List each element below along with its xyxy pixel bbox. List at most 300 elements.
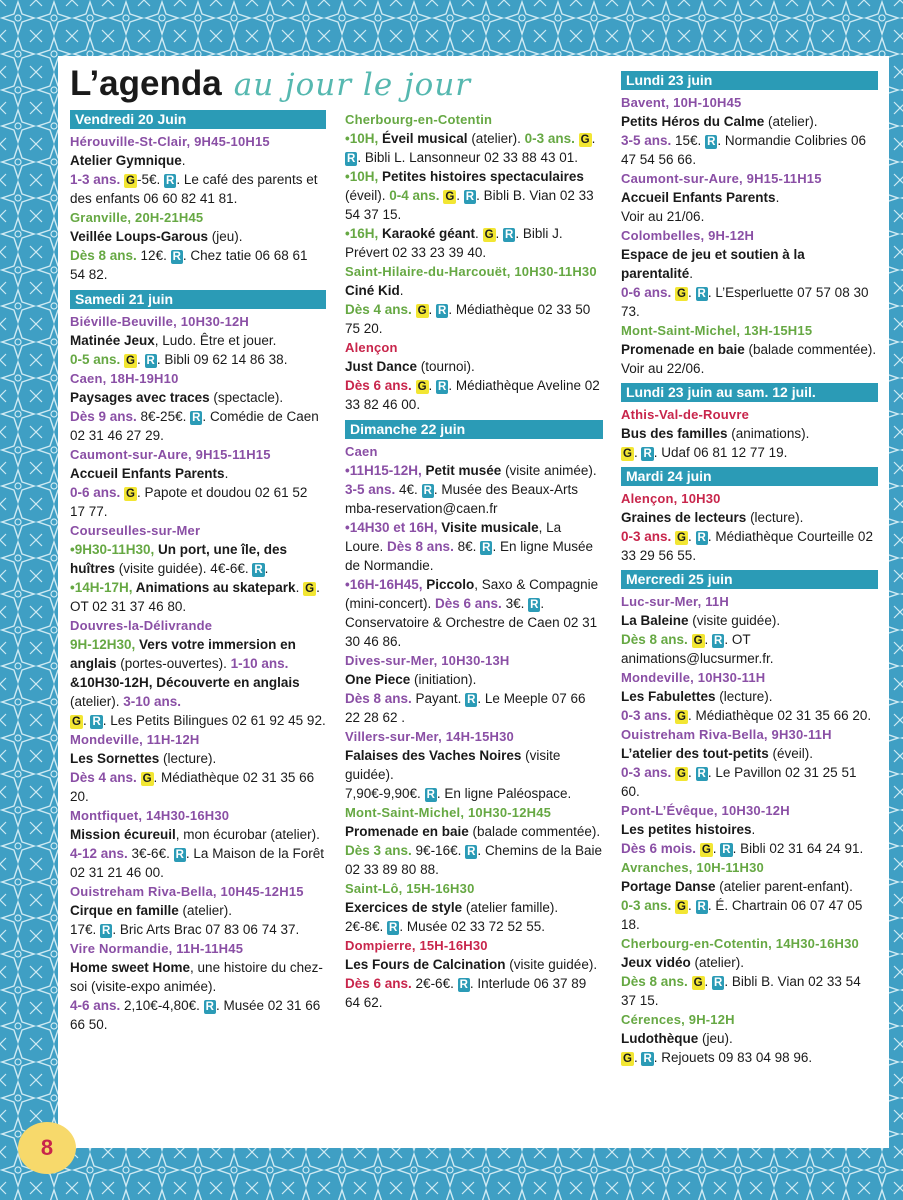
event-title: One Piece — [345, 672, 411, 687]
event-contact: Chemins de la Baie 02 33 89 80 88. — [345, 843, 603, 877]
event-time: •10H, — [345, 131, 379, 146]
event-title: Exercices de style — [345, 900, 463, 915]
badge-r: R — [467, 694, 476, 706]
event-place: Villers-sur-Mer, 14H-15H30 — [345, 729, 514, 744]
event-text: (balade commentée). — [468, 824, 601, 839]
event-text: (éveil). — [345, 188, 386, 203]
event-text: (lecture). — [715, 689, 773, 704]
event-price: 2,10€-4,80€. — [120, 998, 200, 1013]
event-age: 0-3 ans. — [621, 529, 672, 544]
event-title: Portage Danse — [621, 879, 716, 894]
event-contact: É. Chartrain 06 07 47 05 18. — [621, 898, 863, 932]
event-item: Ouistreham Riva-Bella, 10H45-12H15 Cirque en famille (atelier). 17€. R . Bric Arts Brac 07 83 06 74 37. — [70, 882, 326, 939]
event-title: Promenade en baie — [621, 342, 745, 357]
event-title: Éveil musical — [378, 131, 468, 146]
event-text: (visite guidée). — [345, 748, 561, 782]
event-text: (atelier). — [690, 955, 745, 970]
badge-r: R — [714, 635, 723, 647]
event-item: Luc-sur-Mer, 11H La Baleine (visite guidée). Dès 8 ans. G . R . OT animations@lucsurmer.fr. — [621, 592, 878, 668]
event-time: •14H30 et 16H, — [345, 520, 438, 535]
event-text: (atelier). — [764, 114, 818, 129]
date-band: Vendredi 20 Juin — [70, 110, 326, 129]
event-age: 3-10 ans. — [119, 694, 182, 709]
event-contact: Bibli 02 31 64 24 91. — [740, 841, 864, 856]
event-contact: Les Petits Bilingues 02 61 92 45 92. — [110, 713, 326, 728]
event-price: 2€-6€. — [411, 976, 454, 991]
event-title: Piccolo — [422, 577, 475, 592]
event-text: (balade commentée). Voir au 22/06. — [621, 342, 877, 376]
event-price: 3€. — [501, 596, 525, 611]
event-text: (tournoi). — [417, 359, 475, 374]
event-title: Just Dance — [345, 359, 418, 374]
event-contact: Musée des Beaux-Arts mba-reservation@caen.fr — [345, 482, 578, 516]
event-age: Dès 6 mois. — [621, 841, 697, 856]
event-text: (atelier parent-enfant). — [715, 879, 853, 894]
event-contact: Chez tatie 06 68 61 54 82. — [70, 248, 308, 282]
event-text: (jeu). — [698, 1031, 733, 1046]
event-text: . — [399, 283, 404, 298]
badge-g: G — [445, 191, 455, 203]
event-contact: Musée 02 33 72 52 55. — [406, 919, 545, 934]
event-age: Dès 8 ans. — [383, 539, 454, 554]
event-price: 15€. — [671, 133, 702, 148]
badge-g: G — [580, 134, 590, 146]
badge-g: G — [693, 977, 703, 989]
event-item: Cherbourg-en-Cotentin, 14H30-16H30 Jeux vidéo (atelier). Dès 8 ans. G . R . Bibli B. Vian 02 33 54 37 15. — [621, 934, 878, 1010]
event-price: Payant. — [411, 691, 462, 706]
badge-g: G — [126, 175, 135, 187]
event-contact: Le Meeple 07 66 22 28 62 . — [345, 691, 586, 725]
event-text: (visite guidée). — [505, 957, 598, 972]
badge-r: R — [697, 288, 706, 300]
event-text: (initiation). — [410, 672, 477, 687]
event-text: , une histoire du chez-soi (visite-expo animée). — [70, 960, 323, 994]
event-title: Ludothèque — [621, 1031, 699, 1046]
event-time: •16H-16H45, — [345, 577, 423, 592]
event-text: (atelier). — [70, 694, 120, 709]
event-place: Colombelles, 9H-12H — [621, 228, 755, 243]
event-contact: Médiathèque 02 33 50 75 20. — [345, 302, 591, 336]
event-title: Un port, une île, des huîtres — [70, 542, 288, 576]
badge-r: R — [102, 925, 111, 937]
event-contact: Bric Arts Brac 07 83 06 74 37. — [119, 922, 300, 937]
event-text: . — [224, 466, 229, 481]
column-2 — [345, 110, 603, 1012]
badge-g: G — [623, 448, 632, 460]
event-text: , Ludo. Être et jouer. — [154, 333, 277, 348]
event-text: (atelier). — [467, 131, 521, 146]
event-text: (visite animée). — [501, 463, 597, 478]
event-age: Dès 6 ans. — [345, 976, 412, 991]
badge-r: R — [697, 901, 706, 913]
badge-r: R — [722, 844, 731, 856]
event-place: Vire Normandie, 11H-11H45 — [70, 941, 244, 956]
event-place: Saint-Lô, 15H-16H30 — [345, 881, 475, 896]
event-price: 4€. — [395, 482, 418, 497]
badge-g: G — [142, 773, 152, 785]
event-place: Cérences, 9H-12H — [621, 1012, 735, 1027]
badge-g: G — [677, 288, 686, 300]
event-contact: L’Esperluette 07 57 08 30 73. — [621, 285, 869, 319]
event-place: Athis-Val-de-Rouvre — [621, 407, 750, 422]
event-contact: Médiathèque 02 31 35 66 20. — [70, 770, 315, 804]
badge-g: G — [693, 635, 703, 647]
event-contact: Udaf 06 81 12 77 19. — [661, 445, 788, 460]
event-title: Atelier Gymnique — [70, 153, 182, 168]
badge-r: R — [467, 846, 476, 858]
event-item: Caen, 18H-19H10 Paysages avec traces (spectacle). Dès 9 ans. 8€-25€. R . Comédie de Caen 02 31 46 27 29. — [70, 369, 326, 445]
badge-g: G — [677, 532, 686, 544]
event-item: Caen •11H15-12H, Petit musée (visite animée). 3-5 ans. 4€. R . Musée des Beaux-Arts mba-reservation@caen.fr •14H30 et 16H, Visite musicale, La Loure. Dès 8 ans. 8€. R . En ligne Musée de Normandie. •16H-16H45, Piccolo, Saxo & Compagnie (mini-concert). Dès 6 ans. 3€. R . Conservatoire & Orchestre de Caen 02 31 30 46 86. — [345, 442, 603, 651]
event-text: (atelier famille). — [462, 900, 559, 915]
event-title: Cirque en famille — [70, 903, 179, 918]
badge-g: G — [305, 583, 315, 595]
event-title: Les Fours de Calcination — [345, 957, 506, 972]
event-age: Dès 9 ans. — [70, 409, 137, 424]
event-place: Saint-Hilaire-du-Harcouët, 10H30-11H30 — [345, 264, 597, 279]
event-place: Caen — [345, 444, 378, 459]
event-item: Villers-sur-Mer, 14H-15H30 Falaises des Vaches Noires (visite guidée). 7,90€-9,90€. R . En ligne Paléospace. — [345, 727, 603, 803]
event-age: 0-3 ans. — [621, 898, 672, 913]
event-time: •11H15-12H, — [345, 463, 422, 478]
event-price: 8€. — [453, 539, 477, 554]
event-item: Dives-sur-Mer, 10H30-13H One Piece (initiation). Dès 8 ans. Payant. R . Le Meeple 07 66 22 28 62 . — [345, 651, 603, 727]
event-contact: Comédie de Caen 02 31 46 27 29. — [70, 409, 319, 443]
badge-r: R — [146, 355, 155, 367]
event-age: Dès 4 ans. — [70, 770, 137, 785]
badge-r: R — [192, 412, 201, 424]
event-title: Accueil Enfants Parents — [70, 466, 225, 481]
badge-r: R — [423, 485, 432, 497]
event-age: 0-3 ans. — [621, 765, 672, 780]
event-title: Graines de lecteurs — [621, 510, 747, 525]
event-place: Alençon, 10H30 — [621, 491, 721, 506]
event-place: Mont-Saint-Michel, 10H30-12H45 — [345, 805, 552, 820]
event-title: Jeux vidéo — [621, 955, 691, 970]
event-age: Dès 8 ans. — [621, 632, 688, 647]
event-price: 9€-16€. — [411, 843, 462, 858]
event-title: Vers votre immersion en anglais — [70, 637, 296, 671]
event-title: Petits Héros du Calme — [621, 114, 765, 129]
event-place: Biéville-Beuville, 10H30-12H — [70, 314, 250, 329]
badge-r: R — [530, 599, 539, 611]
event-item: Vire Normandie, 11H-11H45 Home sweet Home, une histoire du chez-soi (visite-expo animée). 4-6 ans. 2,10€-4,80€. R . Musée 02 31 66 66 50. — [70, 939, 326, 1034]
event-age: 1-3 ans. — [70, 172, 121, 187]
event-contact: Voir au 21/06. — [621, 209, 705, 224]
badge-g: G — [484, 229, 494, 241]
event-place: Avranches, 10H-11H30 — [621, 860, 764, 875]
event-age: 0-3 ans. — [621, 708, 672, 723]
badge-r: R — [697, 532, 706, 544]
badge-r: R — [697, 768, 706, 780]
event-text: (éveil). — [768, 746, 814, 761]
event-title: Matinée Jeux — [70, 333, 155, 348]
event-age: Dès 8 ans. — [621, 974, 688, 989]
badge-r: R — [347, 153, 356, 165]
event-contact: OT animations@lucsurmer.fr. — [621, 632, 774, 666]
date-band: Dimanche 22 juin — [345, 420, 603, 439]
event-text: (animations). — [727, 426, 810, 441]
badge-r: R — [92, 716, 101, 728]
event-age: 0-3 ans. — [520, 131, 575, 146]
event-item: Mondeville, 11H-12H Les Sornettes (lecture). Dès 4 ans. G . Médiathèque 02 31 35 66 20. — [70, 730, 326, 806]
event-time: •10H, — [345, 169, 379, 184]
event-text: , La Loure. — [345, 520, 562, 554]
event-contact: Le Pavillon 02 31 25 51 60. — [621, 765, 857, 799]
event-title: Bus des familles — [621, 426, 728, 441]
event-title: Accueil Enfants Parents — [621, 190, 776, 205]
event-place: Ouistreham Riva-Bella, 9H30-11H — [621, 727, 832, 742]
event-text: (lecture). — [746, 510, 804, 525]
event-price: 3€-6€. — [127, 846, 170, 861]
event-place: Hérouville-St-Clair, 9H45-10H15 — [70, 134, 270, 149]
badge-r: R — [465, 191, 475, 203]
badge-r: R — [205, 1001, 214, 1013]
event-contact: En ligne Paléospace. — [444, 786, 572, 801]
event-contact: Bibli B. Vian 02 33 54 37 15. — [345, 188, 594, 222]
event-title: Les Fabulettes — [621, 689, 716, 704]
event-item: Cherbourg-en-Cotentin •10H, Éveil musical (atelier). 0-3 ans. G . R . Bibli L. Lansonneur 02 33 88 43 01. •10H, Petites histoires spectaculaires (éveil). 0-4 ans. G . R . Bibli B. Vian 02 33 54 37 15. •16H, Karaoké géant. G . R . Bibli J. Prévert 02 33 23 39 40. — [345, 110, 603, 262]
event-title: Les Sornettes — [70, 751, 160, 766]
event-title: Les petites histoires — [621, 822, 752, 837]
event-item: Hérouville-St-Clair, 9H45-10H15 Atelier Gymnique. 1-3 ans. G -5€. R . Le café des parents et des enfants 06 60 82 41 81. — [70, 132, 326, 208]
event-item: Dompierre, 15H-16H30 Les Fours de Calcination (visite guidée). Dès 6 ans. 2€-6€. R . Interlude 06 37 89 64 62. — [345, 936, 603, 1012]
event-age: 0-5 ans. — [70, 352, 121, 367]
event-place: Douvres-la-Délivrande — [70, 618, 213, 633]
badge-g: G — [417, 381, 427, 393]
event-contact: Bibli B. Vian 02 33 54 37 15. — [621, 974, 861, 1008]
badge-g: G — [126, 355, 135, 367]
event-item: Ouistreham Riva-Bella, 9H30-11H L’atelier des tout-petits (éveil). 0-3 ans. G . R . Le Pavillon 02 31 25 51 60. — [621, 725, 878, 801]
event-place: Pont-L’Évêque, 10H30-12H — [621, 803, 790, 818]
event-time: •9H30-11H30, — [70, 542, 155, 557]
badge-r: R — [459, 979, 468, 991]
date-band: Samedi 21 juin — [70, 290, 326, 309]
event-age: Dès 6 ans. — [345, 378, 412, 393]
event-text: . — [775, 190, 780, 205]
date-band: Lundi 23 juin au sam. 12 juil. — [621, 383, 878, 402]
event-contact: Médiathèque Courteille 02 33 29 56 55. — [621, 529, 873, 563]
event-contact: Médiathèque 02 31 35 66 20. — [695, 708, 872, 723]
event-title: Home sweet Home — [70, 960, 191, 975]
event-text: (portes-ouvertes). — [116, 656, 227, 671]
event-item: Avranches, 10H-11H30 Portage Danse (atelier parent-enfant). 0-3 ans. G . R . É. Chartrain 06 07 47 05 18. — [621, 858, 878, 934]
event-time: 9H-12H30, — [70, 637, 136, 652]
event-place: Ouistreham Riva-Bella, 10H45-12H15 — [70, 884, 304, 899]
event-place: Mont-Saint-Michel, 13H-15H15 — [621, 323, 813, 338]
event-title: Paysages avec traces — [70, 390, 210, 405]
badge-r: R — [707, 136, 716, 148]
event-contact: Bibli J. Prévert 02 33 23 39 40. — [345, 226, 563, 260]
badge-r: R — [438, 381, 447, 393]
event-title: Falaises des Vaches Noires — [345, 748, 522, 763]
event-item: Granville, 20H-21H45 Veillée Loups-Garous (jeu). Dès 8 ans. 12€. R . Chez tatie 06 68 61 54 82. — [70, 208, 326, 284]
event-item: Montfiquet, 14H30-16H30 Mission écureuil, mon écurobar (atelier). 4-12 ans. 3€-6€. R . La Maison de la Forêt 02 31 21 46 00. — [70, 808, 324, 880]
event-text: (spectacle). — [209, 390, 284, 405]
event-time: •14H-17H, — [70, 580, 133, 595]
event-title: La Baleine — [621, 613, 689, 628]
event-item: Colombelles, 9H-12H Espace de jeu et soutien à la parentalité. 0-6 ans. G . R . L’Esperluette 07 57 08 30 73. — [621, 226, 878, 321]
date-band: Mardi 24 juin — [621, 467, 878, 486]
event-age: 0-6 ans. — [621, 285, 672, 300]
event-age: Dès 4 ans. — [345, 302, 412, 317]
event-title: L’atelier des tout-petits — [621, 746, 769, 761]
event-price: 2€-8€. — [345, 919, 384, 934]
event-contact: Le café des parents et des enfants 06 60 82 41 81. — [70, 172, 318, 206]
event-item: Saint-Lô, 15H-16H30 Exercices de style (atelier famille). 2€-8€. R . Musée 02 33 72 52 55. — [345, 879, 603, 936]
event-title: Découverte en anglais — [152, 675, 300, 690]
event-item: Cérences, 9H-12H Ludothèque (jeu). G . R . Rejouets 09 83 04 98 96. — [621, 1010, 878, 1067]
event-item: Alençon, 10H30 Graines de lecteurs (lecture). 0-3 ans. G . R . Médiathèque Courteille 02 33 29 56 55. — [621, 489, 878, 565]
event-title: Animations au skatepark — [132, 580, 296, 595]
date-band: Mercredi 25 juin — [621, 570, 878, 589]
event-item: Douvres-la-Délivrande 9H-12H30, Vers votre immersion en anglais (portes-ouvertes). 1-10 ans. &10H30-12H, Découverte en anglais (atelier). 3-10 ans. G . R . Les Petits Bilingues 02 61 92 45 92. — [70, 618, 326, 728]
badge-r: R — [172, 251, 181, 263]
event-text: (visite guidée). — [688, 613, 781, 628]
event-place: Luc-sur-Mer, 11H — [621, 594, 729, 609]
title-script: au jour le jour — [233, 67, 472, 103]
event-age: 3-5 ans. — [621, 133, 672, 148]
badge-r: R — [426, 789, 435, 801]
event-contact: Normandie Colibries 06 47 54 56 66. — [621, 133, 866, 167]
event-contact: OT 02 31 37 46 80. — [70, 599, 187, 614]
badge-g: G — [677, 901, 686, 913]
event-text: . — [295, 580, 300, 595]
event-title: Ciné Kid — [345, 283, 400, 298]
event-item: Pont-L’Évêque, 10H30-12H Les petites histoires. Dès 6 mois. G . R . Bibli 02 31 64 24 91. — [621, 801, 878, 858]
event-contact: Rejouets 09 83 04 98 96. — [661, 1050, 813, 1065]
badge-g: G — [417, 305, 427, 317]
badge-r: R — [643, 448, 652, 460]
event-text: . — [475, 226, 479, 241]
badge-r: R — [389, 922, 398, 934]
event-item: Biéville-Beuville, 10H30-12H Matinée Jeux, Ludo. Être et jouer. 0-5 ans. G . R . Bibli 09 62 14 86 38. — [70, 312, 326, 369]
event-text: (jeu). — [208, 229, 243, 244]
column-3 — [621, 69, 878, 1067]
event-age: 4-12 ans. — [70, 846, 128, 861]
event-title: Mission écureuil — [70, 827, 176, 842]
event-place: Caumont-sur-Aure, 9H15-11H15 — [70, 447, 271, 462]
event-text: . — [689, 266, 694, 281]
event-place: Alençon — [345, 340, 398, 355]
event-text: , Saxo & Compagnie (mini-concert). — [345, 577, 599, 611]
column-1 — [70, 108, 326, 1034]
event-age: Dès 8 ans. — [345, 691, 412, 706]
event-place: Granville, 20H-21H45 — [70, 210, 204, 225]
event-place: Dives-sur-Mer, 10H30-13H — [345, 653, 510, 668]
event-contact: Bibli L. Lansonneur 02 33 88 43 01. — [364, 150, 578, 165]
event-title: Petit musée — [421, 463, 502, 478]
event-item: Athis-Val-de-Rouvre Bus des familles (animations). G . R . Udaf 06 81 12 77 19. — [621, 405, 878, 462]
event-title: Karaoké géant — [378, 226, 476, 241]
event-item: Mondeville, 10H30-11H Les Fabulettes (lecture). 0-3 ans. G . Médiathèque 02 31 35 66 20. — [621, 668, 878, 725]
title-main: L’agenda — [70, 64, 222, 103]
event-time: &10H30-12H, — [70, 675, 153, 690]
badge-r: R — [505, 229, 514, 241]
event-contact: La Maison de la Forêt 02 31 21 46 00. — [70, 846, 324, 880]
event-price: 12€. — [136, 248, 167, 263]
event-item: Bavent, 10H-10H45 Petits Héros du Calme (atelier). 3-5 ans. 15€. R . Normandie Colibries 06 47 54 56 66. — [621, 93, 878, 169]
badge-r: R — [438, 305, 447, 317]
badge-g: G — [701, 844, 711, 856]
event-contact: Musée 02 31 66 66 50. — [70, 998, 321, 1032]
event-age: Dès 3 ans. — [345, 843, 412, 858]
event-place: Mondeville, 10H30-11H — [621, 670, 766, 685]
badge-r: R — [643, 1053, 652, 1065]
event-age: Dès 8 ans. — [70, 248, 137, 263]
event-price: -5€. — [137, 172, 161, 187]
badge-g: G — [677, 711, 686, 723]
date-band: Lundi 23 juin — [621, 71, 878, 90]
event-item — [621, 321, 878, 378]
badge-g: G — [72, 716, 81, 728]
event-title: Visite musicale — [437, 520, 539, 535]
event-contact: Médiathèque Aveline 02 33 82 46 00. — [345, 378, 600, 412]
event-contact: Conservatoire & Orchestre de Caen 02 31 30 46 86. — [345, 615, 598, 649]
event-age: 0-6 ans. — [70, 485, 121, 500]
event-age: 0-4 ans. — [385, 188, 440, 203]
event-title: Petites histoires spectaculaires — [378, 169, 584, 184]
page-number: 8 — [18, 1122, 76, 1174]
event-text: . — [181, 153, 186, 168]
event-item: Saint-Hilaire-du-Harcouët, 10H30-11H30 Ciné Kid. Dès 4 ans. G . R . Médiathèque 02 33 50 75 20. — [345, 262, 603, 338]
event-place: Cherbourg-en-Cotentin — [345, 112, 493, 127]
event-text: (lecture). — [159, 751, 217, 766]
event-price: 17€. — [70, 922, 97, 937]
event-age: 1-10 ans. — [226, 656, 289, 671]
event-item — [621, 169, 878, 226]
event-title: Promenade en baie — [345, 824, 469, 839]
event-item: Alençon Just Dance (tournoi). Dès 6 ans. G . R . Médiathèque Aveline 02 33 82 46 00. — [345, 338, 603, 414]
event-contact: En ligne Musée de Normandie. — [345, 539, 594, 573]
badge-g: G — [623, 1053, 632, 1065]
event-age: Dès 6 ans. — [431, 596, 502, 611]
event-item: Mont-Saint-Michel, 10H30-12H45 Promenade en baie (balade commentée). Dès 3 ans. 9€-16€. R . Chemins de la Baie 02 33 89 80 88. — [345, 805, 603, 877]
badge-r: R — [714, 977, 723, 989]
event-place: Courseulles-sur-Mer — [70, 523, 201, 538]
event-place: Bavent, 10H-10H45 — [621, 95, 742, 110]
event-time: •16H, — [345, 226, 379, 241]
badge-g: G — [126, 488, 135, 500]
page-header — [70, 64, 471, 114]
event-age: 4-6 ans. — [70, 998, 121, 1013]
event-text: , mon écurobar (atelier). — [175, 827, 320, 842]
badge-r: R — [175, 849, 184, 861]
event-title: Veillée Loups-Garous — [70, 229, 209, 244]
event-price: 8€-25€. — [136, 409, 187, 424]
event-place: Dompierre, 15H-16H30 — [345, 938, 488, 953]
event-item: Caumont-sur-Aure, 9H15-11H15 Accueil Enfants Parents. 0-6 ans. G . Papote et doudou 02 61 52 17 77. — [70, 445, 326, 521]
event-contact: Papote et doudou 02 61 52 17 77. — [70, 485, 308, 519]
event-contact: Bibli 09 62 14 86 38. — [164, 352, 288, 367]
event-text: . — [751, 822, 756, 837]
event-title: Espace de jeu et soutien à la parentalité — [621, 247, 805, 281]
event-text: (visite guidée). 4€-6€. — [115, 561, 249, 576]
badge-g: G — [677, 768, 686, 780]
badge-r: R — [166, 175, 175, 187]
event-place: Montfiquet, 14H30-16H30 — [70, 808, 230, 823]
event-place: Mondeville, 11H-12H — [70, 732, 200, 747]
event-place: Cherbourg-en-Cotentin, 14H30-16H30 — [621, 936, 859, 951]
badge-r: R — [254, 564, 263, 576]
badge-r: R — [482, 542, 491, 554]
event-text: (atelier). — [178, 903, 233, 918]
event-place: Caen, 18H-19H10 — [70, 371, 179, 386]
event-age: 3-5 ans. — [345, 482, 396, 497]
event-price: 7,90€-9,90€. — [345, 786, 421, 801]
event-contact: Interlude 06 37 89 64 62. — [345, 976, 587, 1010]
event-item: Courseulles-sur-Mer •9H30-11H30, Un port, une île, des huîtres (visite guidée). 4€-6€. R . •14H-17H, Animations au skatepark. G . OT 02 31 37 46 80. — [70, 521, 326, 616]
